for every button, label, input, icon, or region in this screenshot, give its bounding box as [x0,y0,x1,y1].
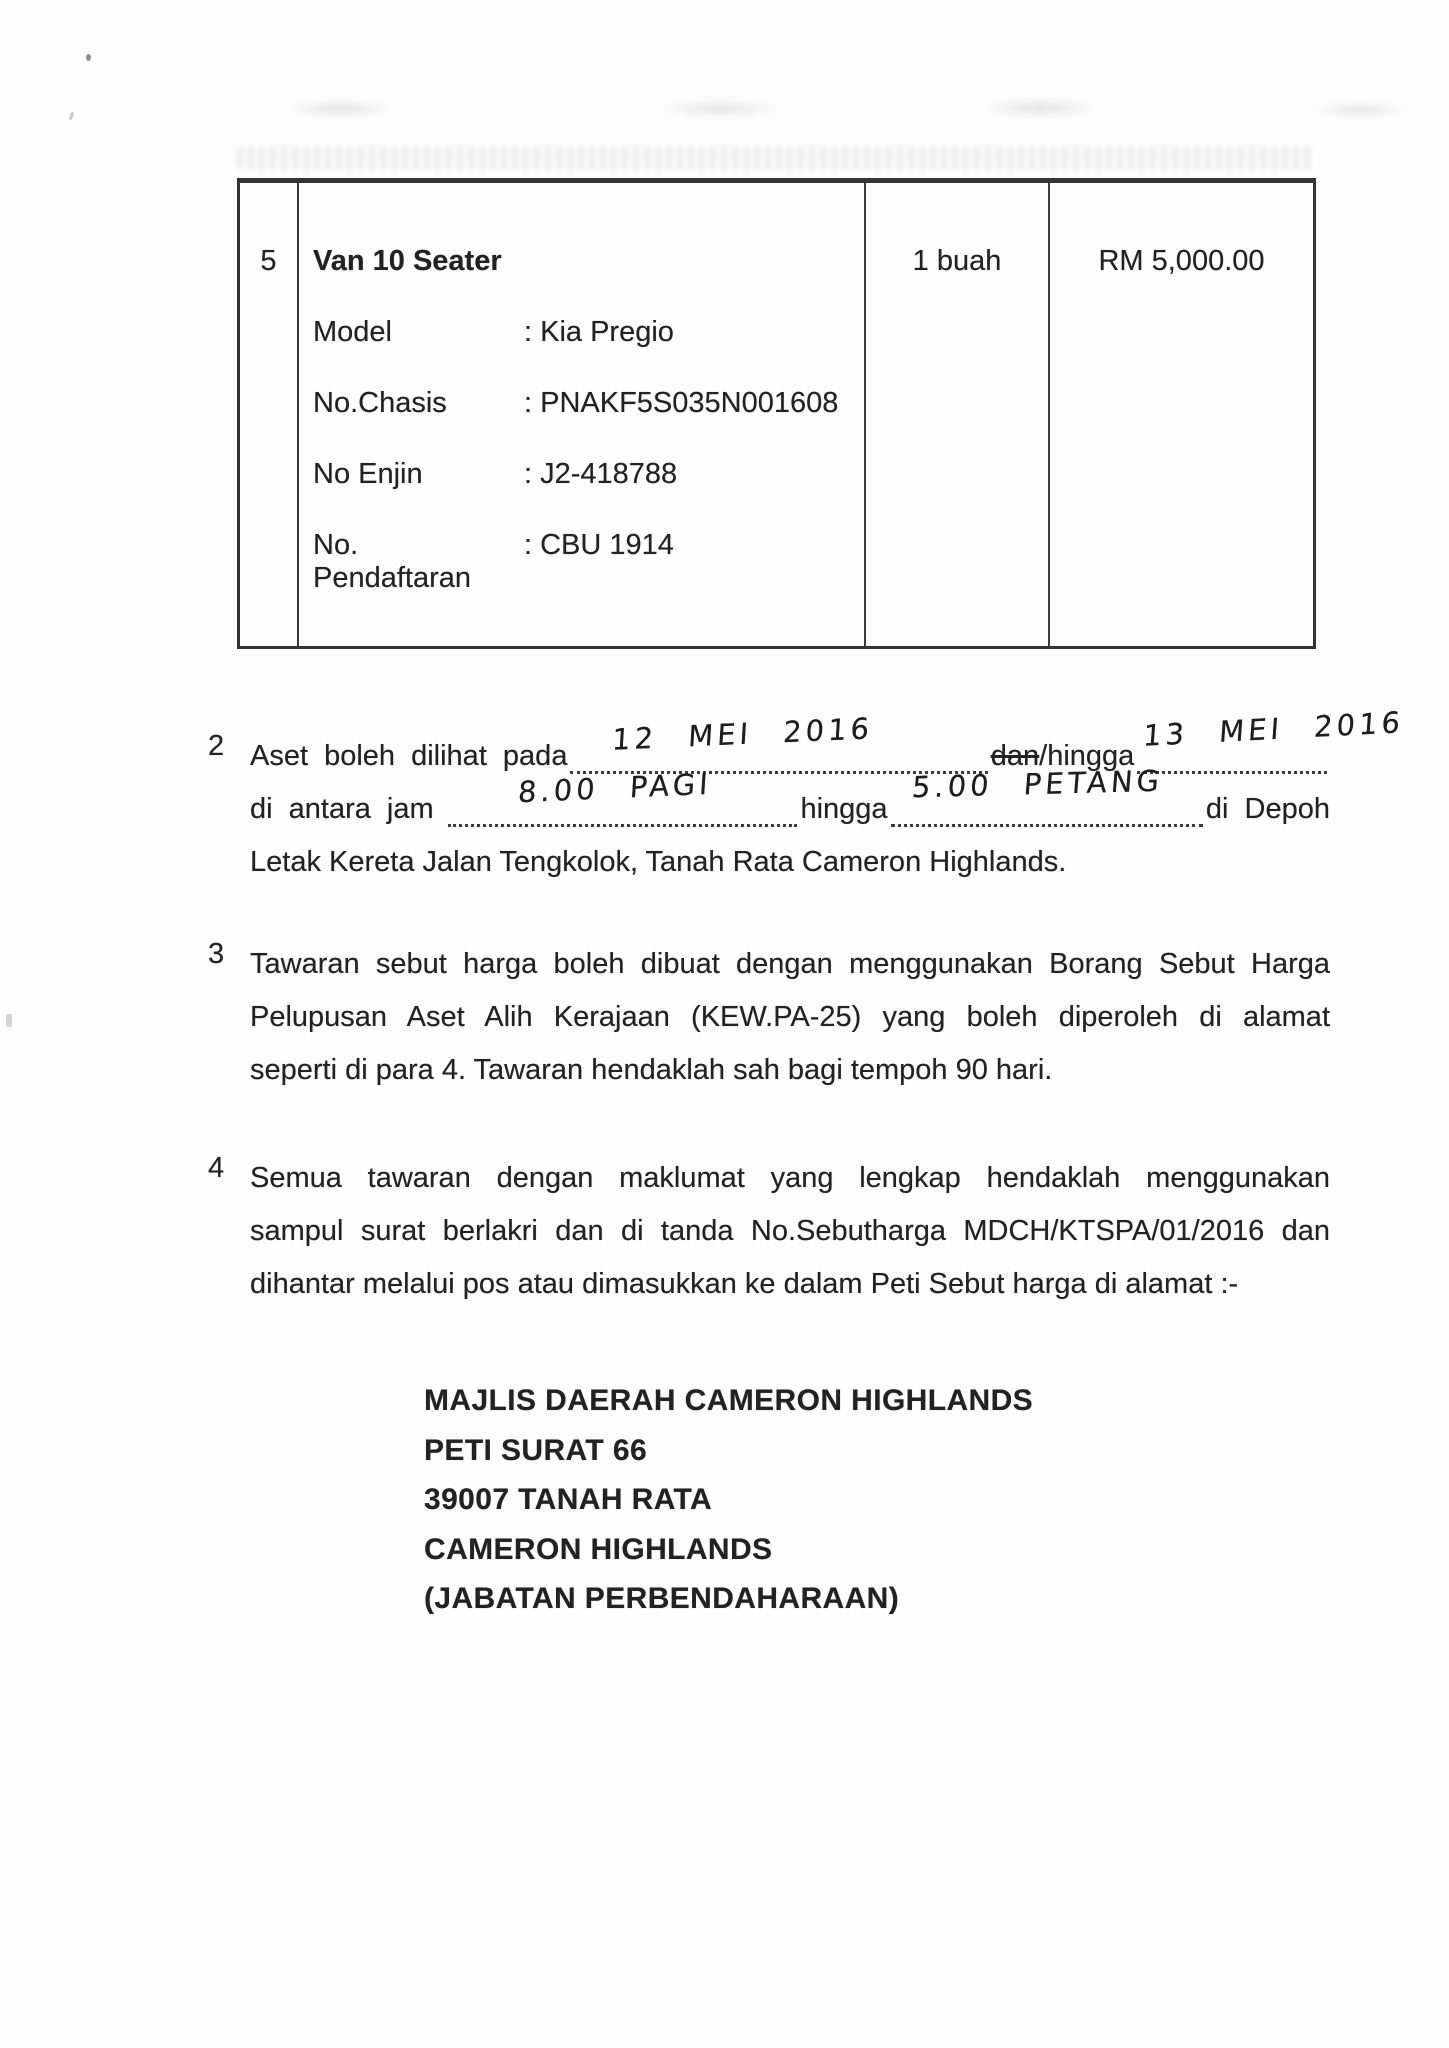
handwritten-time-to: 5.00 PETANG [911,763,1165,805]
address-line-postcode: 39007 TANAH RATA [424,1483,713,1516]
line-text: dihantar melalui pos atau dimasukkan ke dalam Peti Sebut harga di alamat :- [250,1268,1239,1300]
line-text: Letak Kereta Jalan Tengkolok, Tanah Rata Cameron Highlands. [250,846,1067,878]
line-text: sampul surat berlakri dan di tanda No.Sebutharga MDCH/KTSPA/01/2016 dan [250,1215,1330,1247]
table-cell-item-number [240,183,299,646]
line-text: Pelupusan Aset Alih Kerajaan (KEW.PA-25) yang boleh diperoleh di alamat [250,1001,1330,1033]
asset-table [237,178,1316,649]
line-text: di antara jam [250,793,434,825]
viewing-time-line [250,763,1330,836]
table-cell-price [1050,183,1313,646]
paragraph-4 [208,1152,1330,1311]
handwritten-time-from: 8.00 PAGI [516,766,713,810]
line-text: Tawaran sebut harga boleh dibuat dengan menggunakan Borang Sebut Harga [250,948,1330,980]
handwritten-date-from: 12 MEI 2016 [611,711,875,757]
spec-value: : CBU 1914 [524,529,674,561]
spec-label: No. Pendaftaran [313,529,472,594]
dotted-blank-time-to [891,763,1203,827]
scan-artifact [250,96,1410,122]
spec-value: : Kia Pregio [524,316,674,348]
scan-artifact [86,54,91,61]
spec-value: : J2-418788 [524,458,678,490]
paragraph-number: 3 [208,938,225,970]
viewing-date-line [250,705,1406,783]
paragraph-2 [208,705,1406,889]
submission-address [424,1376,1033,1624]
scan-artifact [238,146,1316,170]
table-cell-description [299,183,866,646]
spec-label: No.Chasis [313,387,447,419]
paragraph-number: 4 [208,1152,225,1184]
handwritten-date-to: 13 MEI 2016 [1142,705,1406,753]
line-text: hingga [800,793,888,825]
item-number: 5 [260,245,277,277]
spec-row-engine [313,458,854,491]
paragraph-number: 2 [208,730,225,762]
address-line-organization: MAJLIS DAERAH CAMERON HIGHLANDS [424,1384,1034,1417]
scan-artifact [6,1014,12,1027]
line-text: seperti di para 4. Tawaran hendaklah sah bagi tempoh 90 hari. [250,1054,1053,1086]
line-text: /hingga [1039,740,1135,772]
quantity-value: 1 buah [912,245,1002,277]
paragraph-3 [208,938,1330,1097]
address-line-department: (JABATAN PERBENDAHARAAN) [424,1582,900,1615]
line-text: Aset boleh dilihat pada [250,740,568,772]
item-title: Van 10 Seater [313,245,502,277]
dotted-blank-time-from [448,766,798,827]
line-text: Semua tawaran dengan maklumat yang lengkap hendaklah menggunakan [250,1162,1330,1194]
address-line-po-box: PETI SURAT 66 [424,1433,648,1467]
struck-word: dan [990,740,1040,772]
spec-value: : PNAKF5S035N001608 [524,387,839,419]
spec-row-registration [313,529,854,595]
table-cell-quantity [866,183,1050,646]
spec-label: No Enjin [313,458,423,490]
line-text: di Depoh [1205,793,1330,825]
address-line-district: CAMERON HIGHLANDS [424,1532,773,1566]
spec-row-chassis [313,387,854,420]
dotted-blank-date-to [1137,705,1406,774]
spec-row-model [313,316,854,349]
spec-label: Model [313,316,392,348]
scan-artifact [69,112,74,121]
price-value: RM 5,000.00 [1098,245,1265,277]
